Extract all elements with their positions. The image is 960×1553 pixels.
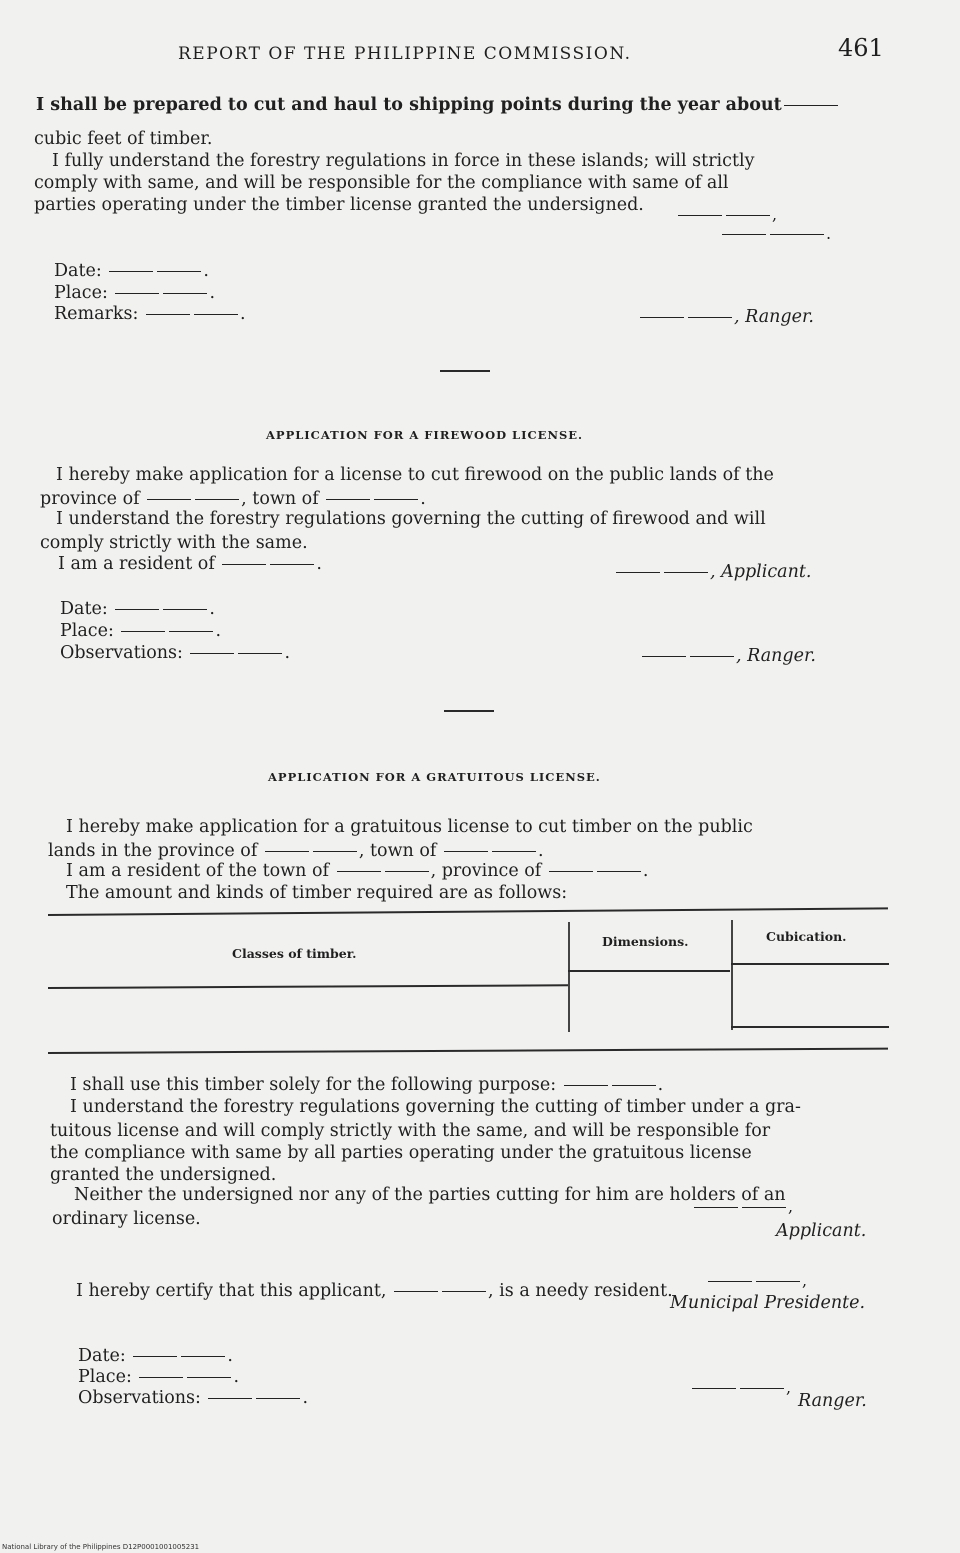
gratuitous-line-8: the compliance with same by all parties operating under the gratuitous license <box>50 1143 752 1163</box>
table-header-rule <box>48 984 568 988</box>
timber-line-1 <box>36 94 840 116</box>
gratuitous-line-10: Neither the undersigned nor any of the parties cutting for him are holders of an <box>74 1185 786 1205</box>
firewood-observations-line: Observations: . <box>60 643 291 663</box>
table-body-rule <box>731 1026 889 1028</box>
firewood-line-1: I hereby make application for a license to cut firewood on the public lands of the <box>56 465 774 485</box>
province-label: province of <box>40 489 140 509</box>
gratuitous-line-11: ordinary license. <box>52 1209 201 1229</box>
resident-town-label: I am a resident of the town of <box>66 861 329 881</box>
gratuitous-line-4: The amount and kinds of timber required are as follows: <box>66 883 568 903</box>
table-bottom-rule <box>48 1048 888 1054</box>
gratuitous-line-5: I shall use this timber solely for the following purpose: . <box>70 1075 664 1095</box>
running-title: REPORT OF THE PHILIPPINE COMMISSION. <box>178 44 632 64</box>
gratuitous-observations-line: Observations: . <box>78 1388 309 1408</box>
gratuitous-line-9: granted the undersigned. <box>50 1165 277 1185</box>
blank-field <box>784 105 838 106</box>
signature-blank: , <box>692 1197 793 1216</box>
table-column-divider <box>731 920 733 1030</box>
timber-line-5: parties operating under the timber license granted the undersigned. <box>34 195 644 215</box>
gratuitous-section-title: APPLICATION FOR A GRATUITOUS LICENSE. <box>268 770 601 784</box>
applicant-label: , Applicant. <box>710 562 812 582</box>
table-header-dimensions: Dimensions. <box>602 934 689 949</box>
presidente-label: Municipal Presidente. <box>670 1293 866 1313</box>
town-label: , town of <box>358 841 437 861</box>
archive-footer: National Library of the Philippines D12P0001001005231 <box>2 1543 200 1551</box>
place-label: Place: <box>78 1367 132 1387</box>
timber-place-line: Place: . <box>54 283 216 303</box>
timber-line-3: I fully understand the forestry regulations in force in these islands; will strictly <box>52 151 755 171</box>
timber-remarks-line: Remarks: . <box>54 304 246 324</box>
needy-resident-text: , is a needy resident. <box>488 1281 673 1301</box>
firewood-ranger-signature <box>640 645 816 667</box>
certify-line <box>76 1280 673 1302</box>
firewood-place-line: Place: . <box>60 621 222 641</box>
gratuitous-place-line: Place: . <box>78 1367 240 1387</box>
timber-line-4: comply with same, and will be responsible for the compliance with same of all <box>34 173 729 193</box>
signature-blank: , <box>690 1378 791 1397</box>
town-label: , town of <box>241 489 319 509</box>
province-label: lands in the province of <box>48 841 258 861</box>
signature-blank: , <box>706 1271 807 1290</box>
table-header-classes: Classes of timber. <box>232 946 357 961</box>
remarks-label: Remarks: <box>54 304 139 324</box>
gratuitous-line-6: I understand the forestry regulations governing the cutting of timber under a gra- <box>70 1097 801 1117</box>
signature-blank: . <box>720 224 831 243</box>
ranger-label: , Ranger. <box>734 307 814 327</box>
table-header-rule <box>568 970 730 972</box>
section-divider <box>444 710 494 712</box>
timber-ranger-signature <box>638 306 814 328</box>
place-label: Place: <box>60 621 114 641</box>
certify-text: I hereby certify that this applicant, <box>76 1281 387 1301</box>
section-divider <box>440 370 490 372</box>
province-label: , province of <box>430 861 542 881</box>
ranger-label: , Ranger. <box>736 646 816 666</box>
gratuitous-line-1: I hereby make application for a gratuitous license to cut timber on the public <box>66 817 753 837</box>
date-label: Date: <box>54 261 102 281</box>
observations-label: Observations: <box>60 643 183 663</box>
firewood-line-4: comply strictly with the same. <box>40 533 308 553</box>
timber-date-line: Date: . <box>54 261 209 281</box>
signature-blank: , <box>676 205 777 224</box>
date-label: Date: <box>60 599 108 619</box>
observations-label: Observations: <box>78 1388 201 1408</box>
gratuitous-line-3: I am a resident of the town of , province of . <box>66 861 649 881</box>
table-column-divider <box>568 922 570 1032</box>
purpose-label: I shall use this timber solely for the following purpose: <box>70 1075 557 1095</box>
table-top-rule <box>48 907 888 915</box>
gratuitous-date-line: Date: . <box>78 1346 233 1366</box>
timber-line-2: cubic feet of timber. <box>34 129 213 149</box>
place-label: Place: <box>54 283 108 303</box>
firewood-applicant-signature <box>614 561 811 583</box>
gratuitous-line-2: lands in the province of , town of . <box>48 841 544 861</box>
firewood-line-3: I understand the forestry regulations governing the cutting of firewood and will <box>56 509 766 529</box>
table-header-cubication: Cubication. <box>766 929 847 944</box>
timber-line-1-text: I shall be prepared to cut and haul to shipping points during the year about <box>36 95 782 115</box>
firewood-section-title: APPLICATION FOR A FIREWOOD LICENSE. <box>266 428 584 442</box>
resident-label: I am a resident of <box>58 554 215 574</box>
gratuitous-line-7: tuitous license and will comply strictly with the same, and will be responsible for <box>50 1121 771 1141</box>
firewood-date-line: Date: . <box>60 599 215 619</box>
page-number: 461 <box>838 34 884 62</box>
applicant-label: Applicant. <box>776 1221 867 1241</box>
ranger-label: Ranger. <box>798 1391 867 1411</box>
firewood-line-2: province of , town of . <box>40 489 426 509</box>
table-header-rule <box>731 963 889 965</box>
date-label: Date: <box>78 1346 126 1366</box>
firewood-line-5: I am a resident of . <box>58 554 322 574</box>
